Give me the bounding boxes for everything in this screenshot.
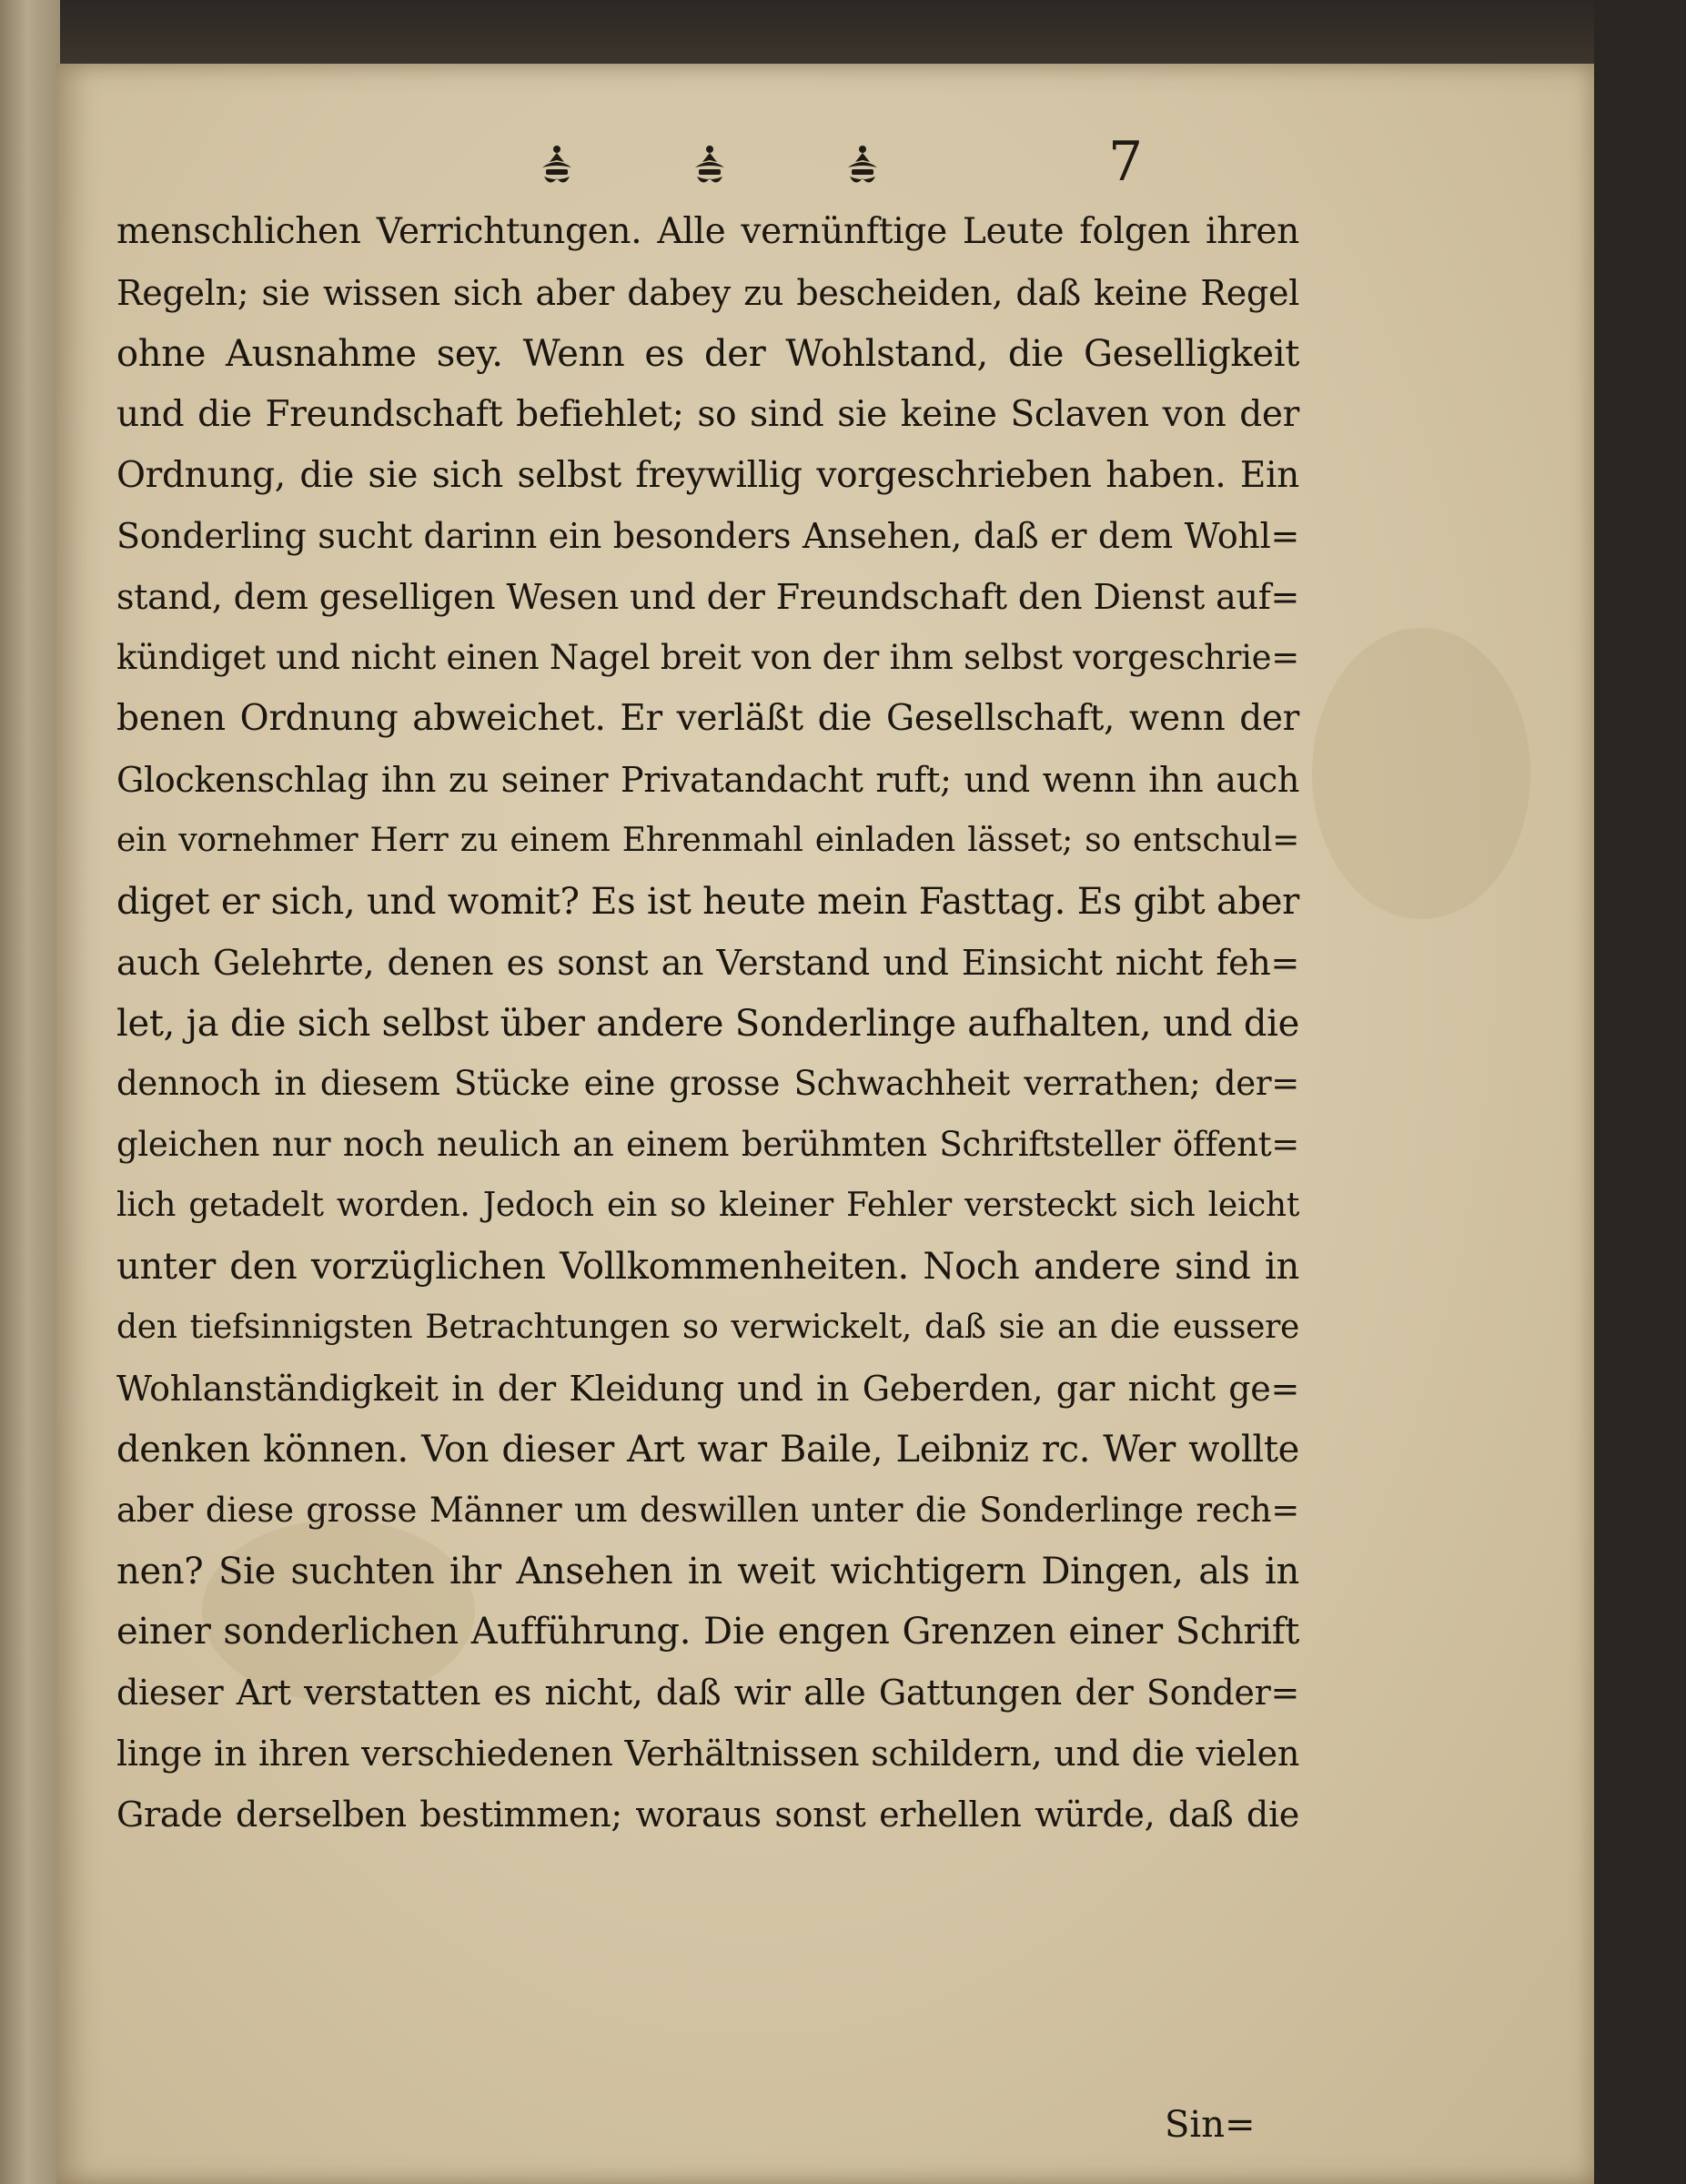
text-line: ohne Ausnahme sey. Wenn es der Wohlstand, die Geselligkeit: [116, 332, 1299, 375]
page-header: [537, 144, 1256, 198]
page-number: 7: [1108, 130, 1144, 194]
body-text: [116, 202, 1299, 1845]
catchword: Sin=: [1165, 2104, 1256, 2146]
text-line: stand, dem geselligen Wesen und der Freundschaft den Dienst auf=: [116, 577, 1299, 618]
text-line: Ordnung, die sie sich selbst freywillig vorgeschrieben haben. Ein: [116, 454, 1299, 496]
text-line: dieser Art verstatten es nicht, daß wir alle Gattungen der Sonder=: [116, 1673, 1299, 1714]
text-line: und die Freundschaft befiehlet; so sind sie keine Sclaven von der: [116, 393, 1299, 435]
text-line: Glockenschlag ihn zu seiner Privatandacht ruft; und wenn ihn auch: [116, 760, 1299, 801]
text-line: Sonderling sucht darinn ein besonders Ansehen, daß er dem Wohl=: [116, 516, 1299, 557]
top-shadow: [56, 0, 1594, 64]
text-line: lich getadelt worden. Jedoch ein so kleiner Fehler versteckt sich leicht: [116, 1187, 1299, 1225]
text-line: ein vornehmer Herr zu einem Ehrenmahl einladen lässet; so entschul=: [116, 821, 1299, 859]
text-line: diget er sich, und womit? Es ist heute mein Fasttag. Es gibt aber: [116, 880, 1299, 923]
text-line: dennoch in diesem Stücke eine grosse Schwachheit verrathen; der=: [116, 1064, 1299, 1104]
text-line: den tiefsinnigsten Betrachtungen so verwickelt, daß sie an die eussere: [116, 1309, 1299, 1347]
text-line: aber diese grosse Männer um deswillen unter die Sonderlinge rech=: [116, 1490, 1299, 1530]
right-margin-dark: [1594, 0, 1686, 2184]
paper-stain: [1312, 628, 1530, 919]
text-line: Grade derselben bestimmen; woraus sonst erhellen würde, daß die: [116, 1795, 1299, 1835]
fleuron-icon: [690, 144, 730, 187]
text-line: denken können. Von dieser Art war Baile, Leibniz rc. Wer wollte: [116, 1428, 1299, 1471]
text-line: let, ja die sich selbst über andere Sonderlinge aufhalten, und die: [116, 1002, 1299, 1045]
text-line: Regeln; sie wissen sich aber dabey zu bescheiden, daß keine Regel: [116, 272, 1299, 313]
previous-page-edge: [0, 0, 60, 2184]
text-line: linge in ihren verschiedenen Verhältnissen schildern, und die vielen: [116, 1734, 1299, 1774]
text-line: unter den vorzüglichen Vollkommenheiten. Noch andere sind in: [116, 1246, 1299, 1289]
fleuron-icon: [843, 144, 883, 187]
text-line: menschlichen Verrichtungen. Alle vernünftige Leute folgen ihren: [116, 211, 1299, 252]
text-line: nen? Sie suchten ihr Ansehen in weit wichtigern Dingen, als in: [116, 1550, 1299, 1592]
text-line: kündiget und nicht einen Nagel breit von der ihm selbst vorgeschrie=: [116, 638, 1299, 678]
text-line: benen Ordnung abweichet. Er verläßt die Gesellschaft, wenn der: [116, 698, 1299, 740]
fleuron-icon: [537, 144, 577, 187]
text-line: gleichen nur noch neulich an einem berühmten Schriftsteller öffent=: [116, 1125, 1299, 1165]
text-line: einer sonderlichen Aufführung. Die engen Grenzen einer Schrift: [116, 1611, 1299, 1653]
text-line: Wohlanständigkeit in der Kleidung und in Geberden, gar nicht ge=: [116, 1368, 1299, 1409]
text-line: auch Gelehrte, denen es sonst an Verstand und Einsicht nicht feh=: [116, 942, 1299, 983]
